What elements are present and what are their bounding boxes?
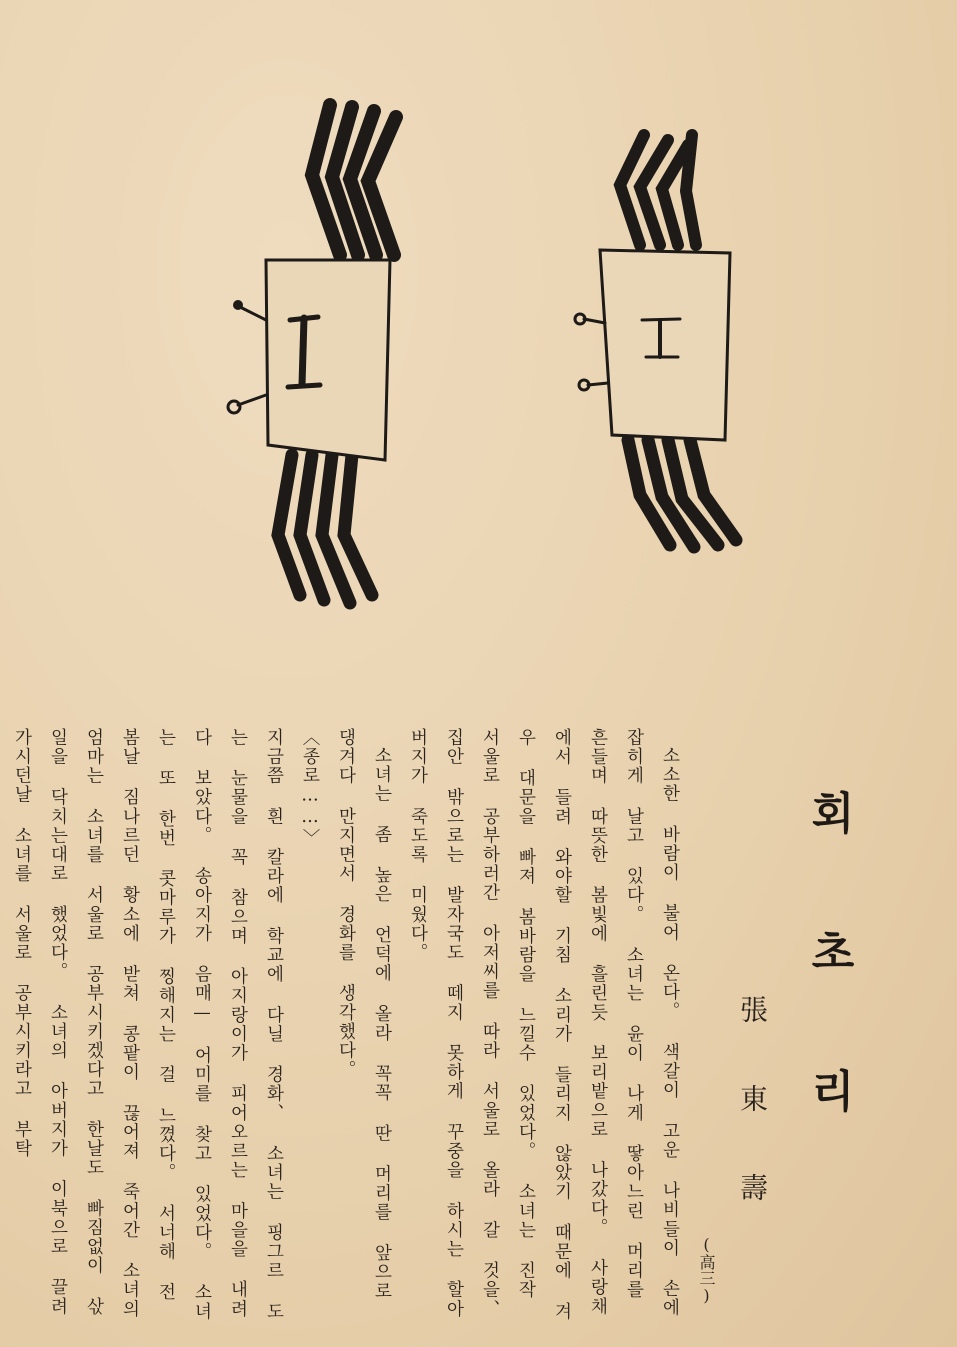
page-title: 회 초 리	[803, 790, 854, 1134]
switch-bundle-drawing	[200, 95, 760, 615]
right-bundle-icon	[575, 135, 736, 547]
paragraph: 〈종로……〉	[300, 728, 320, 848]
author-grade: (高三)	[697, 1235, 716, 1305]
illustration-two-switches	[200, 95, 760, 615]
author-name: 張 東 壽	[736, 995, 769, 1215]
paragraph: 소녀는 좀 높은 언덕에 올라 꼭꼭 딴 머리를 앞으로 댕겨다 만지면서 경화를 생각했다。	[336, 728, 392, 1301]
left-bundle-icon	[228, 105, 396, 603]
paragraph: 소소한 바람이 불어 온다。 색갈이 고운 나비들이 손에 잡히게 날고 있다。 소녀는 윤이 나게 땋아느린 머리를 흔들며 따뜻한 봄빛에 흘린듯 보리밭으로 나갔다。 사랑채에서 들려 와야할 기침 소리가 들리지 않았기 때문에 겨우 대문을 빠져 봄바람을 느낄수 있었다。 소녀는 진작 서울로 공부하러간 아저씨를 따라 서울로 올라 갈 것을、 집안 밖으로는 발자국도 떼지 못하게 꾸중을 하시는 할아버지가 죽도록 미웠다。	[408, 728, 680, 1321]
paragraph: 지금쯤 흰 칼라에 학교에 다닐 경화、 소녀는 핑그르 도는 눈물을 꼭 참으며 아지랑이가 피어오르는 마을을 내려다 보았다。 송아지가 음매— 어미를 찾고 있었다。 소녀는 또 한번 콧마루가 찡해지는 걸 느꼈다。 서너해 전 봄날 짐나르던 황소에 받쳐 콩팥이 끊어져 죽어간 소녀의 엄마는 소녀를 서울로 공부시키겠다고 한날도 빠짐없이 삯일을 닥치는대로 했었다。 소녀의 아버지가 이북으로 끌려 가시던날 소녀를 서울로 공부시키라고 부탁	[12, 728, 284, 1321]
body-text	[12, 728, 688, 1328]
